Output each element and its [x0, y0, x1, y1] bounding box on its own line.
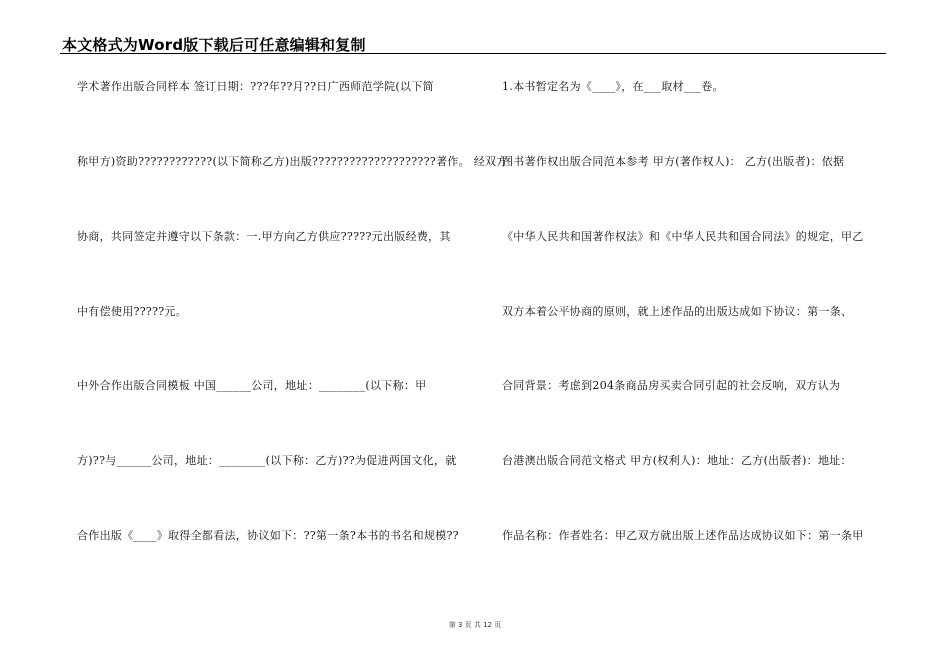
text-line: 学术著作出版合同样本 签订日期：???年??月??日广西师范学院(以下简 [77, 80, 434, 93]
text-line: 合同背景：考虑到204条商品房买卖合同引起的社会反响，双方认为 [502, 379, 841, 392]
page-number-footer: 第 3 页 共 12 页 [448, 621, 502, 629]
text-line: 双方本着公平协商的原则，就上述作品的出版达成如下协议：第一条、 [502, 305, 853, 318]
text-line: 中有偿使用?????元。 [77, 305, 188, 318]
text-line: 协商，共同签定并遵守以下条款：一.甲方向乙方供应?????元出版经费，其 [77, 230, 451, 243]
text-line: 《中华人民共和国著作权法》和《中华人民共和国合同法》的规定，甲乙 [502, 230, 864, 243]
text-line: 作品名称：作者姓名：甲乙双方就出版上述作品达成协议如下：第一条甲 [502, 529, 864, 542]
text-line: 方)??与______公司，地址：________(以下称：乙方)??为促进两国文化，就 [77, 454, 457, 467]
text-line: 中外合作出版合同模板 中国______公司，地址：________(以下称：甲 [77, 379, 427, 392]
text-line: 台港澳出版合同范文格式 甲方(权利人)：地址：乙方(出版者)：地址： [502, 454, 852, 467]
text-line: 1.本书暂定名为《____》，在___取材___卷。 [502, 80, 724, 93]
text-line: 图书著作权出版合同范本参考 甲方(著作权人)： 乙方(出版者)：依据 [502, 155, 845, 168]
text-line: 合作出版《____》取得全都看法，协议如下：??第一条?本书的书名和规模?? [77, 529, 459, 542]
text-line: 称甲方)资助????????????(以下简称乙方)出版????????????????????著作。 经双方 [77, 155, 508, 168]
header-divider [60, 53, 886, 54]
document-header-title: 本文格式为Word版下载后可任意编辑和复制 [62, 36, 366, 54]
